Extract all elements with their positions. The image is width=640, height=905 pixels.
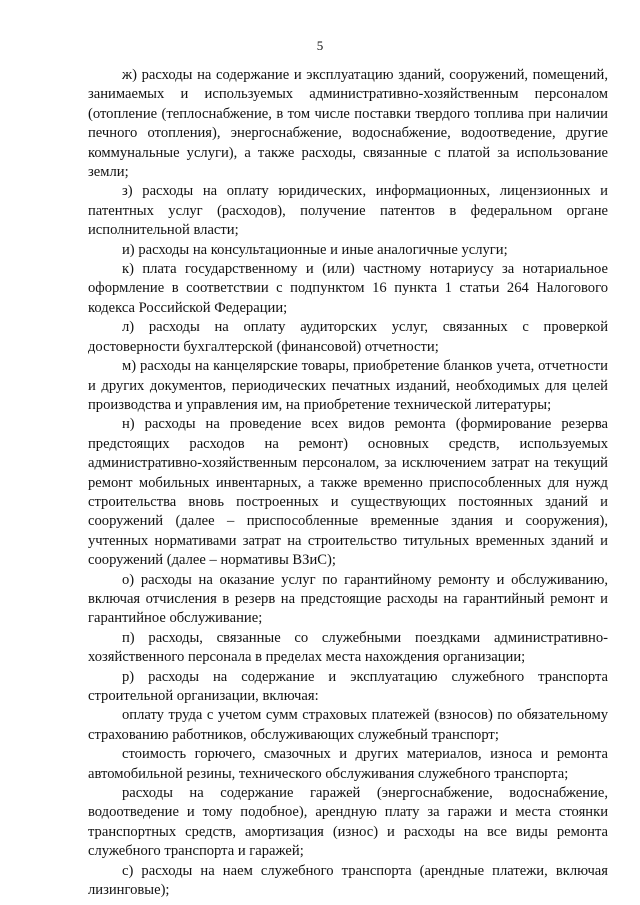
paragraph-m-office-supplies: м) расходы на канцелярские товары, приобретение бланков учета, отчетности и других документов, периодических печатных изданий, необходимых для целей производства и управления им, на приобретение технической литературы; [88,358,608,413]
paragraph-o-warranty-repair: о) расходы на оказание услуг по гарантийному ремонту и обслуживанию, включая отчисления в резерв на предстоящие расходы на гарантийный ремонт и гарантийное обслуживание; [88,571,608,627]
paragraph-r-service-transport: р) расходы на содержание и эксплуатацию служебного транспорта строительной организации, включая: [88,668,608,704]
paragraph-l-audit-services: л) расходы на оплату аудиторских услуг, связанных с проверкой достоверности бухгалтерской (финансовой) отчетности; [88,319,608,355]
paragraph-k-notary-fee: к) плата государственному и (или) частному нотариусу за нотариальное оформление в соответствии с подпунктом 16 пункта 1 статьи 264 Налогового кодекса Российской Федерации; [88,261,608,316]
paragraph-r-garage-costs: расходы на содержание гаражей (энергоснабжение, водоснабжение, водоотведение и тому подобное), арендную плату за гаражи и места стоянки транспортных средств, амортизация (износ) и расходы на все виды ремонта служебного транспорта и гаражей; [88,785,608,860]
paragraph-p-business-trips: п) расходы, связанные со служебными поездками административно-хозяйственного персонала в пределах места нахождения организации; [88,629,608,666]
paragraph-zh-building-maintenance: ж) расходы на содержание и эксплуатацию зданий, сооружений, помещений, занимаемых и используемых административно-хозяйственным персоналом (отопление (теплоснабжение, в том числе поставки твердого топлива при наличии печного отопления), энергоснабжение, водоснабжение, водоотведение, другие коммунальные услуги), а также расходы, связанные с платой за использование земли; [88,67,608,181]
paragraph-r-wages: оплату труда с учетом сумм страховых платежей (взносов) по обязательному страхованию работников, обслуживающих служебный транспорт; [88,707,608,743]
paragraph-s-transport-rental: с) расходы на наем служебного транспорта (арендные платежи, включая лизинговые); [88,862,608,899]
paragraph-z-legal-services: з) расходы на оплату юридических, информационных, лицензионных и патентных услуг (расходов), получение патентов в федеральном органе исполнительной власти; [88,183,608,239]
paragraph-r-fuel-costs: стоимость горючего, смазочных и других материалов, износа и ремонта автомобильной резины, технического обслуживания служебного транспорта; [88,746,608,782]
paragraph-i-consulting-services: и) расходы на консультационные и иные аналогичные услуги; [122,241,508,258]
page-number: 5 [316,38,324,53]
paragraph-n-repair-expenses: н) расходы на проведение всех видов ремонта (формирование резерва предстоящих расходов на ремонт) основных средств, используемых административно-хозяйственным персоналом, за исключением затрат на текущий ремонт мобильных инвентарных, а также временно приспособленных для нужд строительства вновь построенных и существующих постоянных зданий и сооружений (далее – приспособленные временные здания и сооружения), учтенных нормативами затрат на строительство титульных временных зданий и сооружений (далее – нормативы ВЗиС); [88,416,608,569]
document-body [88,66,608,900]
